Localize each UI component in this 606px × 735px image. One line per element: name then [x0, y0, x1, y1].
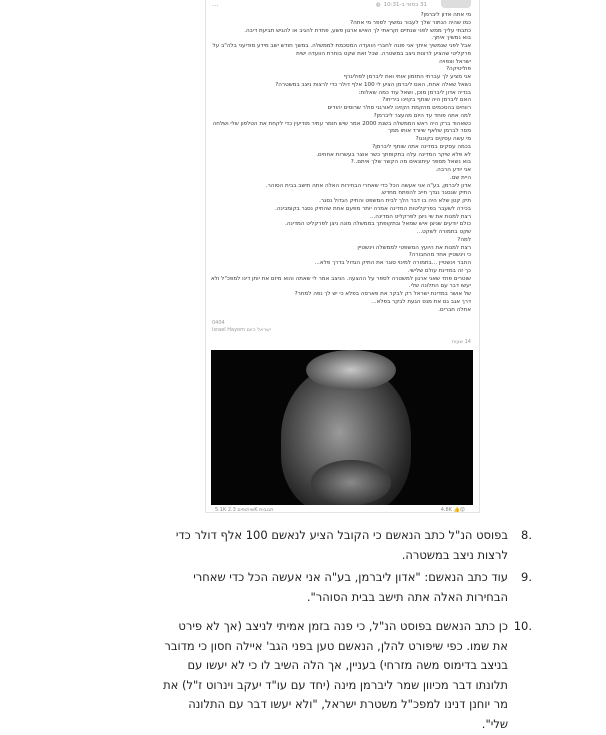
post-line: לא פלא שיקר המדינה עלה בתקופתך כשר אוצר בעשרות אחוזים. [316, 151, 471, 158]
post-header [376, 2, 427, 8]
paragraph-text: בפוסט הנ"ל כתב הנאשם כי הקובל הציע לנאשם 100 אלף דולר כדי לרצות ניצב במשטרה. [175, 528, 508, 562]
post-line: רצת למנות את היועץ המשפטי לממשלה וינשטיין [357, 244, 471, 251]
post-line: פוליטיקה? [446, 66, 471, 73]
post-line: אני מציע לך עברתי התזמון אותי ואת ליברמן לפוליגרף [343, 74, 471, 80]
post-line: בכמה עסקים במדינה אתה שותף ליברמן? [372, 143, 471, 150]
post-line: היית שם. [449, 174, 471, 181]
post-line: שקט בתמורה לשקט... [416, 229, 471, 235]
paragraph-text: עוד כתב הנאשם: "אדון ליברמן, בע"ה אני אעשה הכל כדי שאחרי הבחירות האלה אתה תישב בבית הסוהר". [193, 570, 508, 604]
post-line: כי וינשטיין אחד מהחבורה? [408, 252, 471, 259]
post-line: אדון ליברמן, בע"ה אני אעשה הכל כדי שאחרי הבחירות האלה אתה תישב בבית הסוהר. [265, 182, 471, 189]
post-body [209, 12, 471, 314]
paragraph-9 [160, 568, 532, 607]
post-line: אבל לפני שנמשיך איתך אני פונה לחברי הוועדה המסכמת לממשלה. במשך חודש ישב מידע מודיעני בלה"ב על [212, 43, 471, 49]
post-line: נשאל שאלה אחת, האם ליברמן הציע לי 100 אלף דולר כדי לרצות ניצב במשטרה? [275, 81, 471, 88]
post-age: 14 שעות [451, 339, 471, 345]
post-line: למה אתה פוחד עד היום מהעצר ליברמן? [373, 112, 471, 119]
shares-comments-count[interactable]: 5.1K שיתופים 2.3K תגובות [215, 507, 274, 513]
reaction-icons: 👍😮 [453, 507, 465, 513]
post-line: כך זה במדינת עולם שלישי. [407, 267, 471, 274]
post-line: מי עשה עסקים בקונגו? [415, 136, 471, 142]
paragraph-number: .10 [513, 619, 532, 633]
post-line: מסר לברמן שלאף שיורד אותו ממך [388, 128, 471, 135]
post-line: בוא נשאל מספר עיתונאים מה הקשר שלך איתם..? [350, 159, 471, 166]
post-line: רצת למנות את שי ניצן לפרקליט המדינה... [369, 213, 471, 220]
post-code: 0404 [212, 320, 225, 326]
post-line: של אושר במדינת ישראל רק לבקר את פארסה בפלא כי יש לך נפה למחר? [294, 291, 471, 297]
post-line: בוא נמשיך איתך. [431, 35, 471, 42]
reactions-count[interactable] [441, 507, 465, 513]
post-line: תיק קטן שלא היה בו דבר הלך לבית המשפט והתיק הגדול נסגר. [319, 198, 471, 204]
post-line: כשאהוד ברק היה ראש הממשלה בשנת 2000 אמר שיש חומר עתיר מודיעין כדי לקחת את הטלפון שלי ושלחה [212, 120, 471, 127]
avatar [441, 0, 471, 8]
paragraph-number: .9 [521, 570, 532, 584]
paragraph-text: כן כתב הנאשם בפוסט הנ"ל, כי פנה בזמן אמיתי לניצב (אך לא פירט את שמו. כפי שיפורט להלן, הנאשם טען בפני הגב' איילה חסון כי מדובר בניצב בדימוס משה מזרחי) בעניין, אך הלה השיב לו כי לא יעשו עם תלונתו דבר מכיוון שמר ליברמן מינה (יחד עם עו"ד יעקב וינרוט ז"ל) את מר יוחנן דנינו למפכ"ל משטרת ישראל, "ולא יעשו דבר עם התלונה שלי". [163, 619, 508, 731]
post-timestamp: 31 במאי ב-10:31 [383, 2, 427, 8]
paragraph-8 [160, 526, 532, 565]
post-line: שוטרים פחד שאני ארגון למשטרה לספר על ההצעה. הניצב אמר לי שאתה והוא מיזם את יותן דינו למפכ"ל ולא [210, 275, 471, 282]
post-line: אתלה חברים. [438, 306, 471, 313]
post-photo [211, 350, 473, 505]
more-options-icon[interactable]: ... [212, 0, 219, 8]
post-line: אני יודע הרבה. [435, 167, 471, 173]
post-line: פרקליטי שהציע לרצות ניצב במשטרה. שכל זאת שקט בוחרת הוועדה ישית [296, 50, 471, 57]
reactions-number: 4.8K [440, 507, 452, 513]
post-line: החבר וינשטיין ...בתמורה למינוי סוגר את התיק הגדול בדרך פלא... [314, 260, 471, 266]
post-line: התיק שנסגר נגדך חייב להפתח מחדש. [380, 190, 471, 197]
numbered-paragraphs [160, 526, 532, 735]
post-line: בנדיה אדון ליברמן מוכן, ושאל עוד כמה שאלות: [358, 89, 471, 96]
post-line: בכירה לשעבר בפרקליטות המדינה אמרה יותר מפעם אחת שהתיק נסגר בקומבינה. [275, 205, 471, 212]
post-line: כולם יודעים שניצן איש שמאל ובתקופתך בממשלה מונה ניצן לפרקליט המדינה. [285, 221, 471, 228]
post-source [212, 320, 271, 334]
paragraph-number: .8 [521, 528, 532, 542]
post-line: למה? [457, 236, 471, 243]
post-line: דרך אגב גם את מנס הגעת לבקר בפלא... [371, 298, 471, 305]
post-line: יעשו דבר עם התלונה שלי. [408, 283, 471, 290]
post-line: כתבתי עליך ממש לפני שנתיים וקראתי לך האיש ארגון פשע, פחדת להגיב או להגיש תביעת דיבה. [244, 27, 471, 34]
post-line: מי אתה אדון ליברמן? [420, 12, 471, 18]
embedded-facebook-post [205, 0, 480, 513]
paragraph-10 [160, 617, 532, 734]
post-line: רווחים בהסכמים מהקמת הקזינו לאורגני סולר שרוסים יהודים [327, 105, 471, 111]
post-line: כמו שהיה הנתור שלך לעבור נמשיך לספר מי אתה? [350, 19, 471, 26]
post-line: האם ליברמן היה שותף בקזינו ביריחו? [382, 97, 471, 104]
post-line: ישראל וצפויה [439, 58, 471, 65]
globe-icon: ◍ [375, 2, 381, 8]
post-source-name[interactable]: Israel Hayom ישראל היום [212, 327, 271, 333]
